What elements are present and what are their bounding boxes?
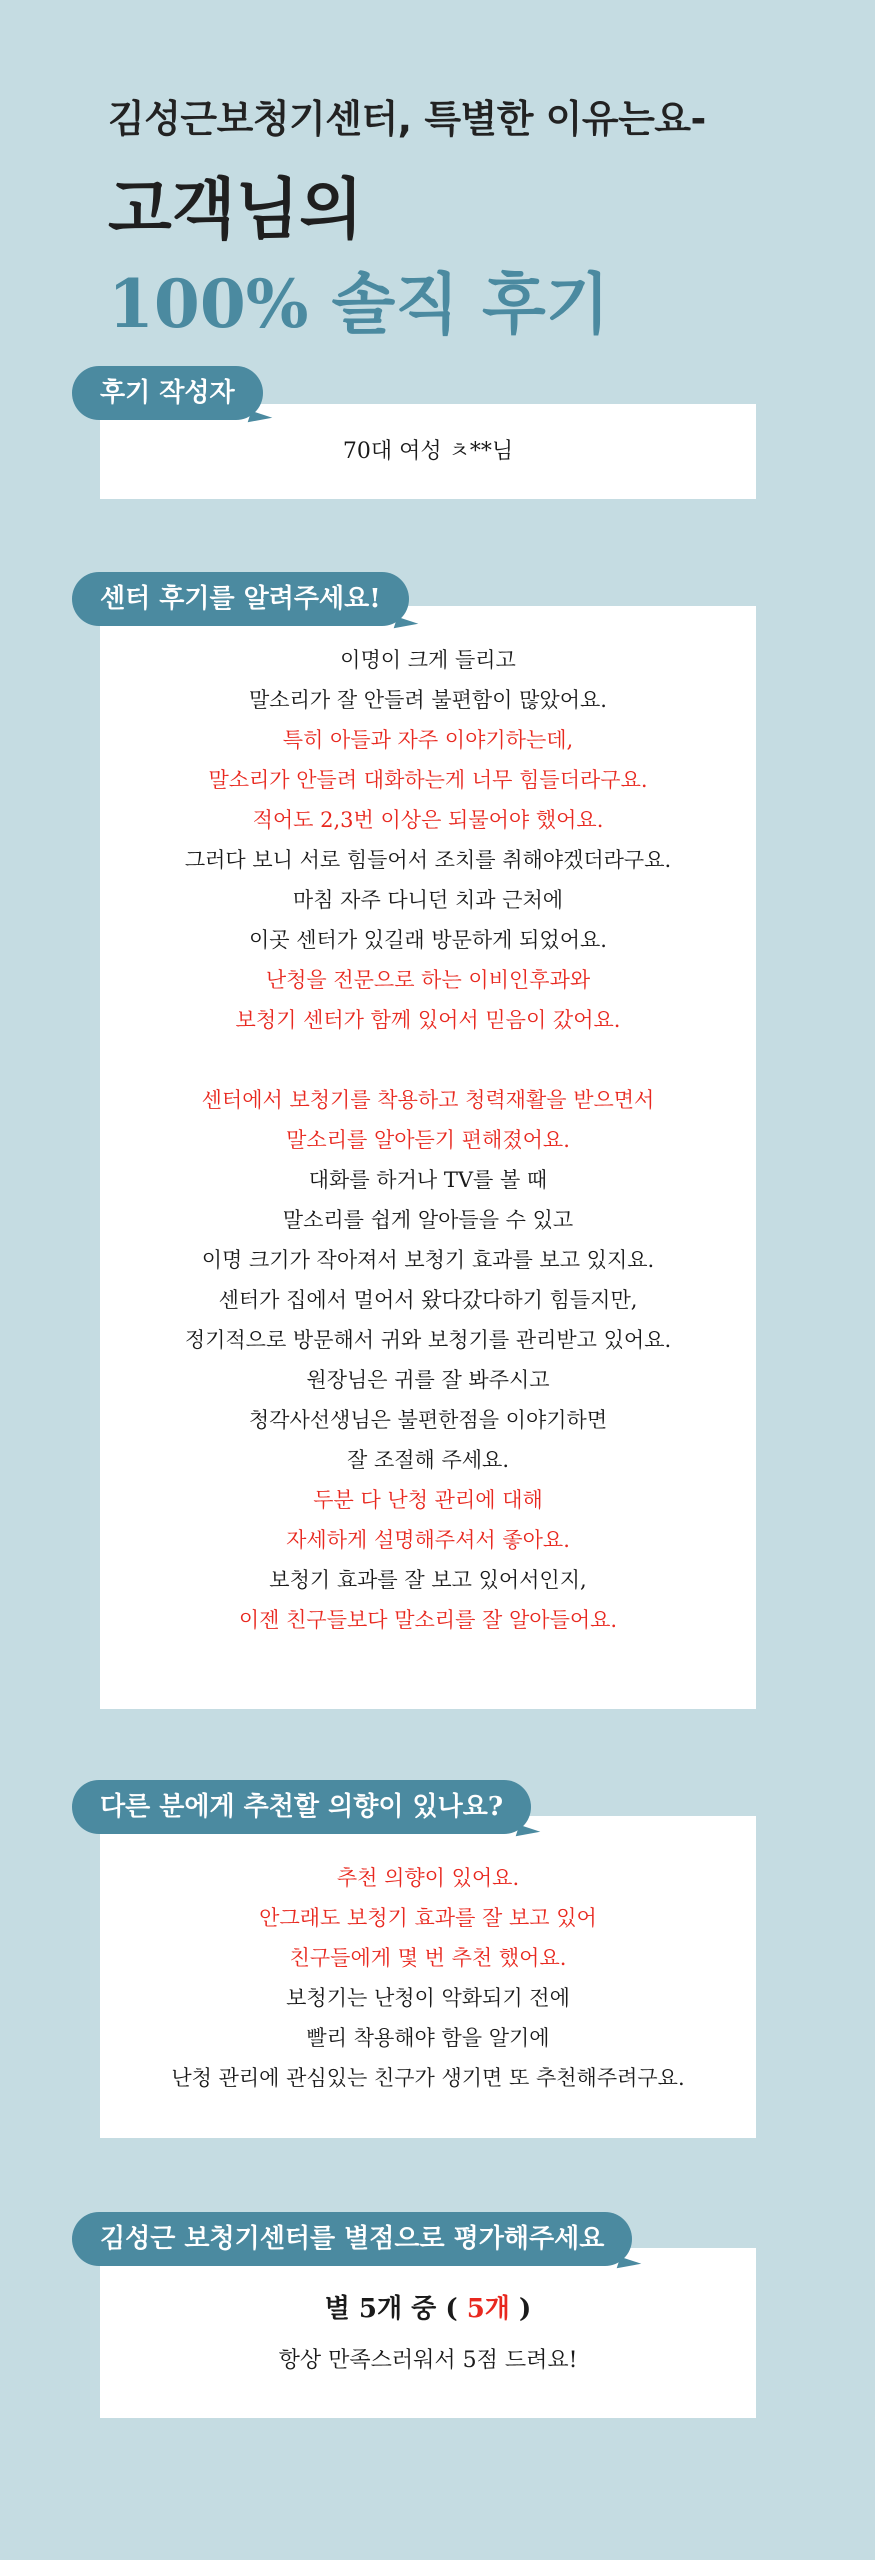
rating-suffix: ) — [518, 2294, 532, 2324]
recommend-line: 추천 의향이 있어요. — [336, 1866, 520, 1890]
review-card — [100, 606, 756, 1709]
review-line: 정기적으로 방문해서 귀와 보청기를 관리받고 있어요. — [184, 1328, 672, 1352]
rating-value: 5개 — [466, 2294, 510, 2324]
author-name: 70대 여성 ㅊ**님 — [342, 439, 514, 464]
page-title: 고객님의 — [108, 171, 364, 248]
recommend-card — [100, 1816, 756, 2138]
recommend-text — [100, 1858, 756, 2098]
review-line: 원장님은 귀를 잘 봐주시고 — [306, 1368, 550, 1392]
review-line: 이명 크기가 작아져서 보청기 효과를 보고 있지요. — [201, 1248, 655, 1272]
rating-comment: 항상 만족스러워서 5점 드려요! — [278, 2348, 578, 2373]
review-line — [100, 1040, 756, 1080]
review-line: 말소리가 안들려 대화하는게 너무 힘들더라구요. — [208, 768, 648, 792]
rating-score — [100, 2288, 756, 2325]
rating-section — [0, 2212, 875, 2422]
review-line: 이곳 센터가 있길래 방문하게 되었어요. — [249, 928, 607, 952]
review-line: 자세하게 설명해주셔서 좋아요. — [286, 1528, 570, 1552]
recommend-line: 보청기는 난청이 악화되기 전에 — [286, 1986, 570, 2010]
review-text — [100, 640, 756, 1640]
review-line: 청각사선생님은 불편한점을 이야기하면 — [248, 1408, 608, 1432]
review-line: 그러다 보니 서로 힘들어서 조치를 취해야겠더라구요. — [184, 848, 672, 872]
author-tag: 후기 작성자 — [72, 366, 263, 420]
review-line: 마침 자주 다니던 치과 근처에 — [292, 888, 564, 912]
page-title-highlight: 100% 솔직 후기 — [108, 265, 610, 343]
review-section — [0, 572, 875, 1712]
review-line: 센터에서 보청기를 착용하고 청력재활을 받으면서 — [201, 1088, 655, 1112]
rating-tag: 김성근 보청기센터를 별점으로 평가해주세요 — [72, 2212, 632, 2266]
review-line: 보청기 효과를 잘 보고 있어서인지, — [269, 1568, 587, 1592]
review-line: 센터가 집에서 멀어서 왔다갔다하기 힘들지만, — [218, 1288, 638, 1312]
recommend-line: 친구들에게 몇 번 추천 했어요. — [289, 1946, 567, 1970]
review-line: 두분 다 난청 관리에 대해 — [313, 1488, 543, 1512]
rating-prefix: 별 5개 중 ( — [324, 2294, 458, 2324]
review-line: 잘 조절해 주세요. — [346, 1448, 510, 1472]
recommend-line: 난청 관리에 관심있는 친구가 생기면 또 추천해주려구요. — [171, 2066, 685, 2090]
review-tag: 센터 후기를 알려주세요! — [72, 572, 409, 626]
recommend-tag: 다른 분에게 추천할 의향이 있나요? — [72, 1780, 531, 1834]
review-line: 특히 아들과 자주 이야기하는데, — [282, 728, 574, 752]
review-line: 대화를 하거나 TV를 볼 때 — [308, 1168, 548, 1192]
rating-card — [100, 2248, 756, 2418]
review-line: 말소리를 알아듣기 편해졌어요. — [286, 1128, 570, 1152]
page-header — [108, 88, 808, 343]
review-line: 말소리를 쉽게 알아들을 수 있고 — [282, 1208, 574, 1232]
recommend-line: 빨리 착용해야 함을 알기에 — [306, 2026, 550, 2050]
review-line: 적어도 2,3번 이상은 되물어야 했어요. — [252, 808, 604, 832]
review-line: 말소리가 잘 안들려 불편함이 많았어요. — [249, 688, 607, 712]
author-section — [0, 366, 875, 501]
recommend-line: 안그래도 보청기 효과를 잘 보고 있어 — [259, 1906, 597, 1930]
page-subtitle: 김성근보청기센터, 특별한 이유는요- — [108, 97, 706, 141]
review-line: 이명이 크게 들리고 — [340, 648, 516, 672]
review-line: 난청을 전문으로 하는 이비인후과와 — [265, 968, 591, 992]
recommend-section — [0, 1780, 875, 2140]
review-line: 보청기 센터가 함께 있어서 믿음이 갔어요. — [235, 1008, 621, 1032]
review-line: 이젠 친구들보다 말소리를 잘 알아들어요. — [238, 1608, 618, 1632]
